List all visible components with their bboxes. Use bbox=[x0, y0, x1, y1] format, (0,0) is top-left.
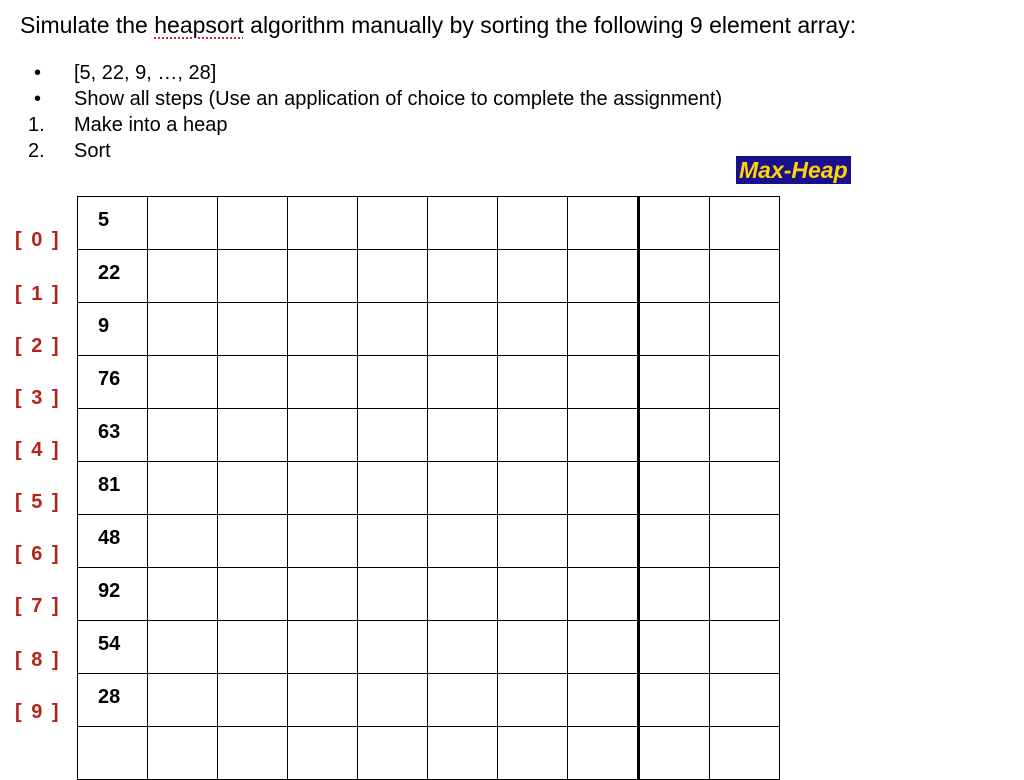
step-cell bbox=[498, 303, 568, 356]
step-cell bbox=[710, 197, 780, 250]
array-cell bbox=[78, 197, 148, 250]
array-value: 22 bbox=[98, 262, 121, 284]
step-cell bbox=[148, 674, 218, 727]
array-cell bbox=[78, 727, 148, 780]
step-cell bbox=[428, 515, 498, 568]
index-label: [ 0 ] bbox=[15, 229, 61, 251]
array-cell bbox=[78, 568, 148, 621]
step-cell bbox=[639, 621, 710, 674]
step-cell bbox=[288, 303, 358, 356]
step-cell bbox=[710, 356, 780, 409]
step-cell bbox=[498, 462, 568, 515]
step-cell bbox=[639, 727, 710, 780]
list-number: 2. bbox=[28, 140, 45, 162]
array-value: 63 bbox=[98, 421, 121, 443]
step-cell bbox=[498, 568, 568, 621]
step-cell bbox=[148, 250, 218, 303]
step-cell bbox=[358, 356, 428, 409]
step-cell bbox=[498, 356, 568, 409]
step-cell bbox=[710, 303, 780, 356]
title-text-end: algorithm manually by sorting the following 9 element array: bbox=[243, 12, 857, 38]
bullet-icon: • bbox=[34, 88, 42, 110]
step-cell bbox=[568, 250, 639, 303]
step-cell bbox=[428, 621, 498, 674]
step-cell bbox=[568, 409, 639, 462]
array-value: 76 bbox=[98, 368, 121, 390]
step-cell bbox=[639, 356, 710, 409]
step-cell bbox=[710, 409, 780, 462]
step-cell bbox=[710, 250, 780, 303]
step-cell bbox=[358, 409, 428, 462]
step-cell bbox=[428, 568, 498, 621]
array-value: 92 bbox=[98, 580, 121, 602]
step-cell bbox=[148, 621, 218, 674]
array-cell bbox=[78, 621, 148, 674]
step-cell bbox=[568, 568, 639, 621]
array-value: 5 bbox=[98, 209, 110, 231]
step-cell bbox=[358, 462, 428, 515]
step-cell bbox=[358, 621, 428, 674]
index-label: [ 9 ] bbox=[15, 701, 61, 723]
step-cell bbox=[498, 409, 568, 462]
index-label: [ 6 ] bbox=[15, 543, 61, 565]
step-cell bbox=[218, 515, 288, 568]
step-cell bbox=[148, 515, 218, 568]
step-cell bbox=[428, 727, 498, 780]
step-cell bbox=[288, 727, 358, 780]
bullet-icon: • bbox=[34, 62, 42, 84]
step-cell bbox=[428, 462, 498, 515]
step-cell bbox=[288, 356, 358, 409]
step-cell bbox=[710, 621, 780, 674]
step-cell bbox=[639, 674, 710, 727]
title-text-start: Simulate the bbox=[20, 12, 155, 38]
step-cell bbox=[710, 515, 780, 568]
step-cell bbox=[639, 197, 710, 250]
step-cell bbox=[148, 409, 218, 462]
grid-row bbox=[78, 568, 780, 621]
step-cell bbox=[288, 250, 358, 303]
step-cell bbox=[148, 303, 218, 356]
step-cell bbox=[568, 727, 639, 780]
step-cell bbox=[639, 303, 710, 356]
grid-row bbox=[78, 727, 780, 780]
max-heap-badge: Max-Heap bbox=[736, 156, 851, 184]
step-cell bbox=[288, 621, 358, 674]
index-label: [ 7 ] bbox=[15, 595, 61, 617]
array-cell bbox=[78, 674, 148, 727]
step-cell bbox=[148, 462, 218, 515]
step-cell bbox=[218, 727, 288, 780]
step-cell bbox=[498, 515, 568, 568]
step-cell bbox=[218, 462, 288, 515]
step-cell bbox=[568, 197, 639, 250]
array-cell bbox=[78, 250, 148, 303]
step-cell bbox=[358, 515, 428, 568]
grid-row bbox=[78, 621, 780, 674]
step-cell bbox=[148, 568, 218, 621]
step-cell bbox=[710, 727, 780, 780]
step-cell bbox=[288, 568, 358, 621]
grid-row bbox=[78, 197, 780, 250]
step-cell bbox=[710, 462, 780, 515]
step-cell bbox=[358, 568, 428, 621]
step-cell bbox=[358, 674, 428, 727]
list-item-text: Sort bbox=[74, 140, 111, 162]
step-cell bbox=[218, 303, 288, 356]
step-cell bbox=[639, 250, 710, 303]
index-label: [ 5 ] bbox=[15, 491, 61, 513]
step-cell bbox=[568, 356, 639, 409]
step-cell bbox=[710, 674, 780, 727]
step-cell bbox=[710, 568, 780, 621]
step-cell bbox=[358, 303, 428, 356]
list-number: 1. bbox=[28, 114, 45, 136]
step-cell bbox=[428, 250, 498, 303]
step-cell bbox=[358, 250, 428, 303]
step-cell bbox=[568, 674, 639, 727]
grid-row bbox=[78, 674, 780, 727]
heap-grid bbox=[77, 196, 780, 780]
grid-row bbox=[78, 409, 780, 462]
index-label: [ 8 ] bbox=[15, 649, 61, 671]
step-cell bbox=[148, 727, 218, 780]
step-cell bbox=[639, 515, 710, 568]
step-cell bbox=[148, 356, 218, 409]
step-cell bbox=[288, 197, 358, 250]
step-cell bbox=[639, 462, 710, 515]
array-cell bbox=[78, 462, 148, 515]
grid-row bbox=[78, 303, 780, 356]
array-cell bbox=[78, 303, 148, 356]
array-cell bbox=[78, 409, 148, 462]
step-cell bbox=[568, 462, 639, 515]
step-cell bbox=[568, 303, 639, 356]
step-cell bbox=[428, 409, 498, 462]
step-cell bbox=[498, 621, 568, 674]
step-cell bbox=[288, 409, 358, 462]
step-cell bbox=[358, 727, 428, 780]
step-cell bbox=[428, 197, 498, 250]
title-spellcheck-word: heapsort bbox=[154, 12, 244, 38]
step-cell bbox=[218, 621, 288, 674]
step-cell bbox=[498, 674, 568, 727]
step-cell bbox=[358, 197, 428, 250]
step-cell bbox=[218, 409, 288, 462]
array-cell bbox=[78, 515, 148, 568]
step-cell bbox=[148, 197, 218, 250]
step-cell bbox=[218, 356, 288, 409]
index-label: [ 3 ] bbox=[15, 387, 61, 409]
step-cell bbox=[498, 197, 568, 250]
index-label: [ 2 ] bbox=[15, 335, 61, 357]
array-value: 28 bbox=[98, 686, 121, 708]
array-value: 9 bbox=[98, 315, 110, 337]
step-cell bbox=[498, 727, 568, 780]
grid-row bbox=[78, 250, 780, 303]
grid-row bbox=[78, 356, 780, 409]
grid-row bbox=[78, 515, 780, 568]
assignment-title bbox=[20, 10, 856, 40]
step-cell bbox=[568, 621, 639, 674]
step-cell bbox=[288, 462, 358, 515]
step-cell bbox=[639, 409, 710, 462]
index-label: [ 4 ] bbox=[15, 439, 61, 461]
step-cell bbox=[288, 515, 358, 568]
step-cell bbox=[218, 197, 288, 250]
step-cell bbox=[288, 674, 358, 727]
step-cell bbox=[218, 250, 288, 303]
step-cell bbox=[218, 674, 288, 727]
index-label: [ 1 ] bbox=[15, 283, 61, 305]
step-cell bbox=[428, 356, 498, 409]
array-value: 54 bbox=[98, 633, 121, 655]
step-cell bbox=[568, 515, 639, 568]
step-cell bbox=[218, 568, 288, 621]
array-cell bbox=[78, 356, 148, 409]
step-cell bbox=[428, 303, 498, 356]
array-value: 81 bbox=[98, 474, 121, 496]
step-cell bbox=[428, 674, 498, 727]
grid-row bbox=[78, 462, 780, 515]
list-item-text: [5, 22, 9, …, 28] bbox=[74, 62, 217, 84]
step-cell bbox=[498, 250, 568, 303]
step-cell bbox=[639, 568, 710, 621]
array-value: 48 bbox=[98, 527, 121, 549]
list-item-text: Show all steps (Use an application of choice to complete the assignment) bbox=[74, 88, 723, 110]
list-item-text: Make into a heap bbox=[74, 114, 228, 136]
